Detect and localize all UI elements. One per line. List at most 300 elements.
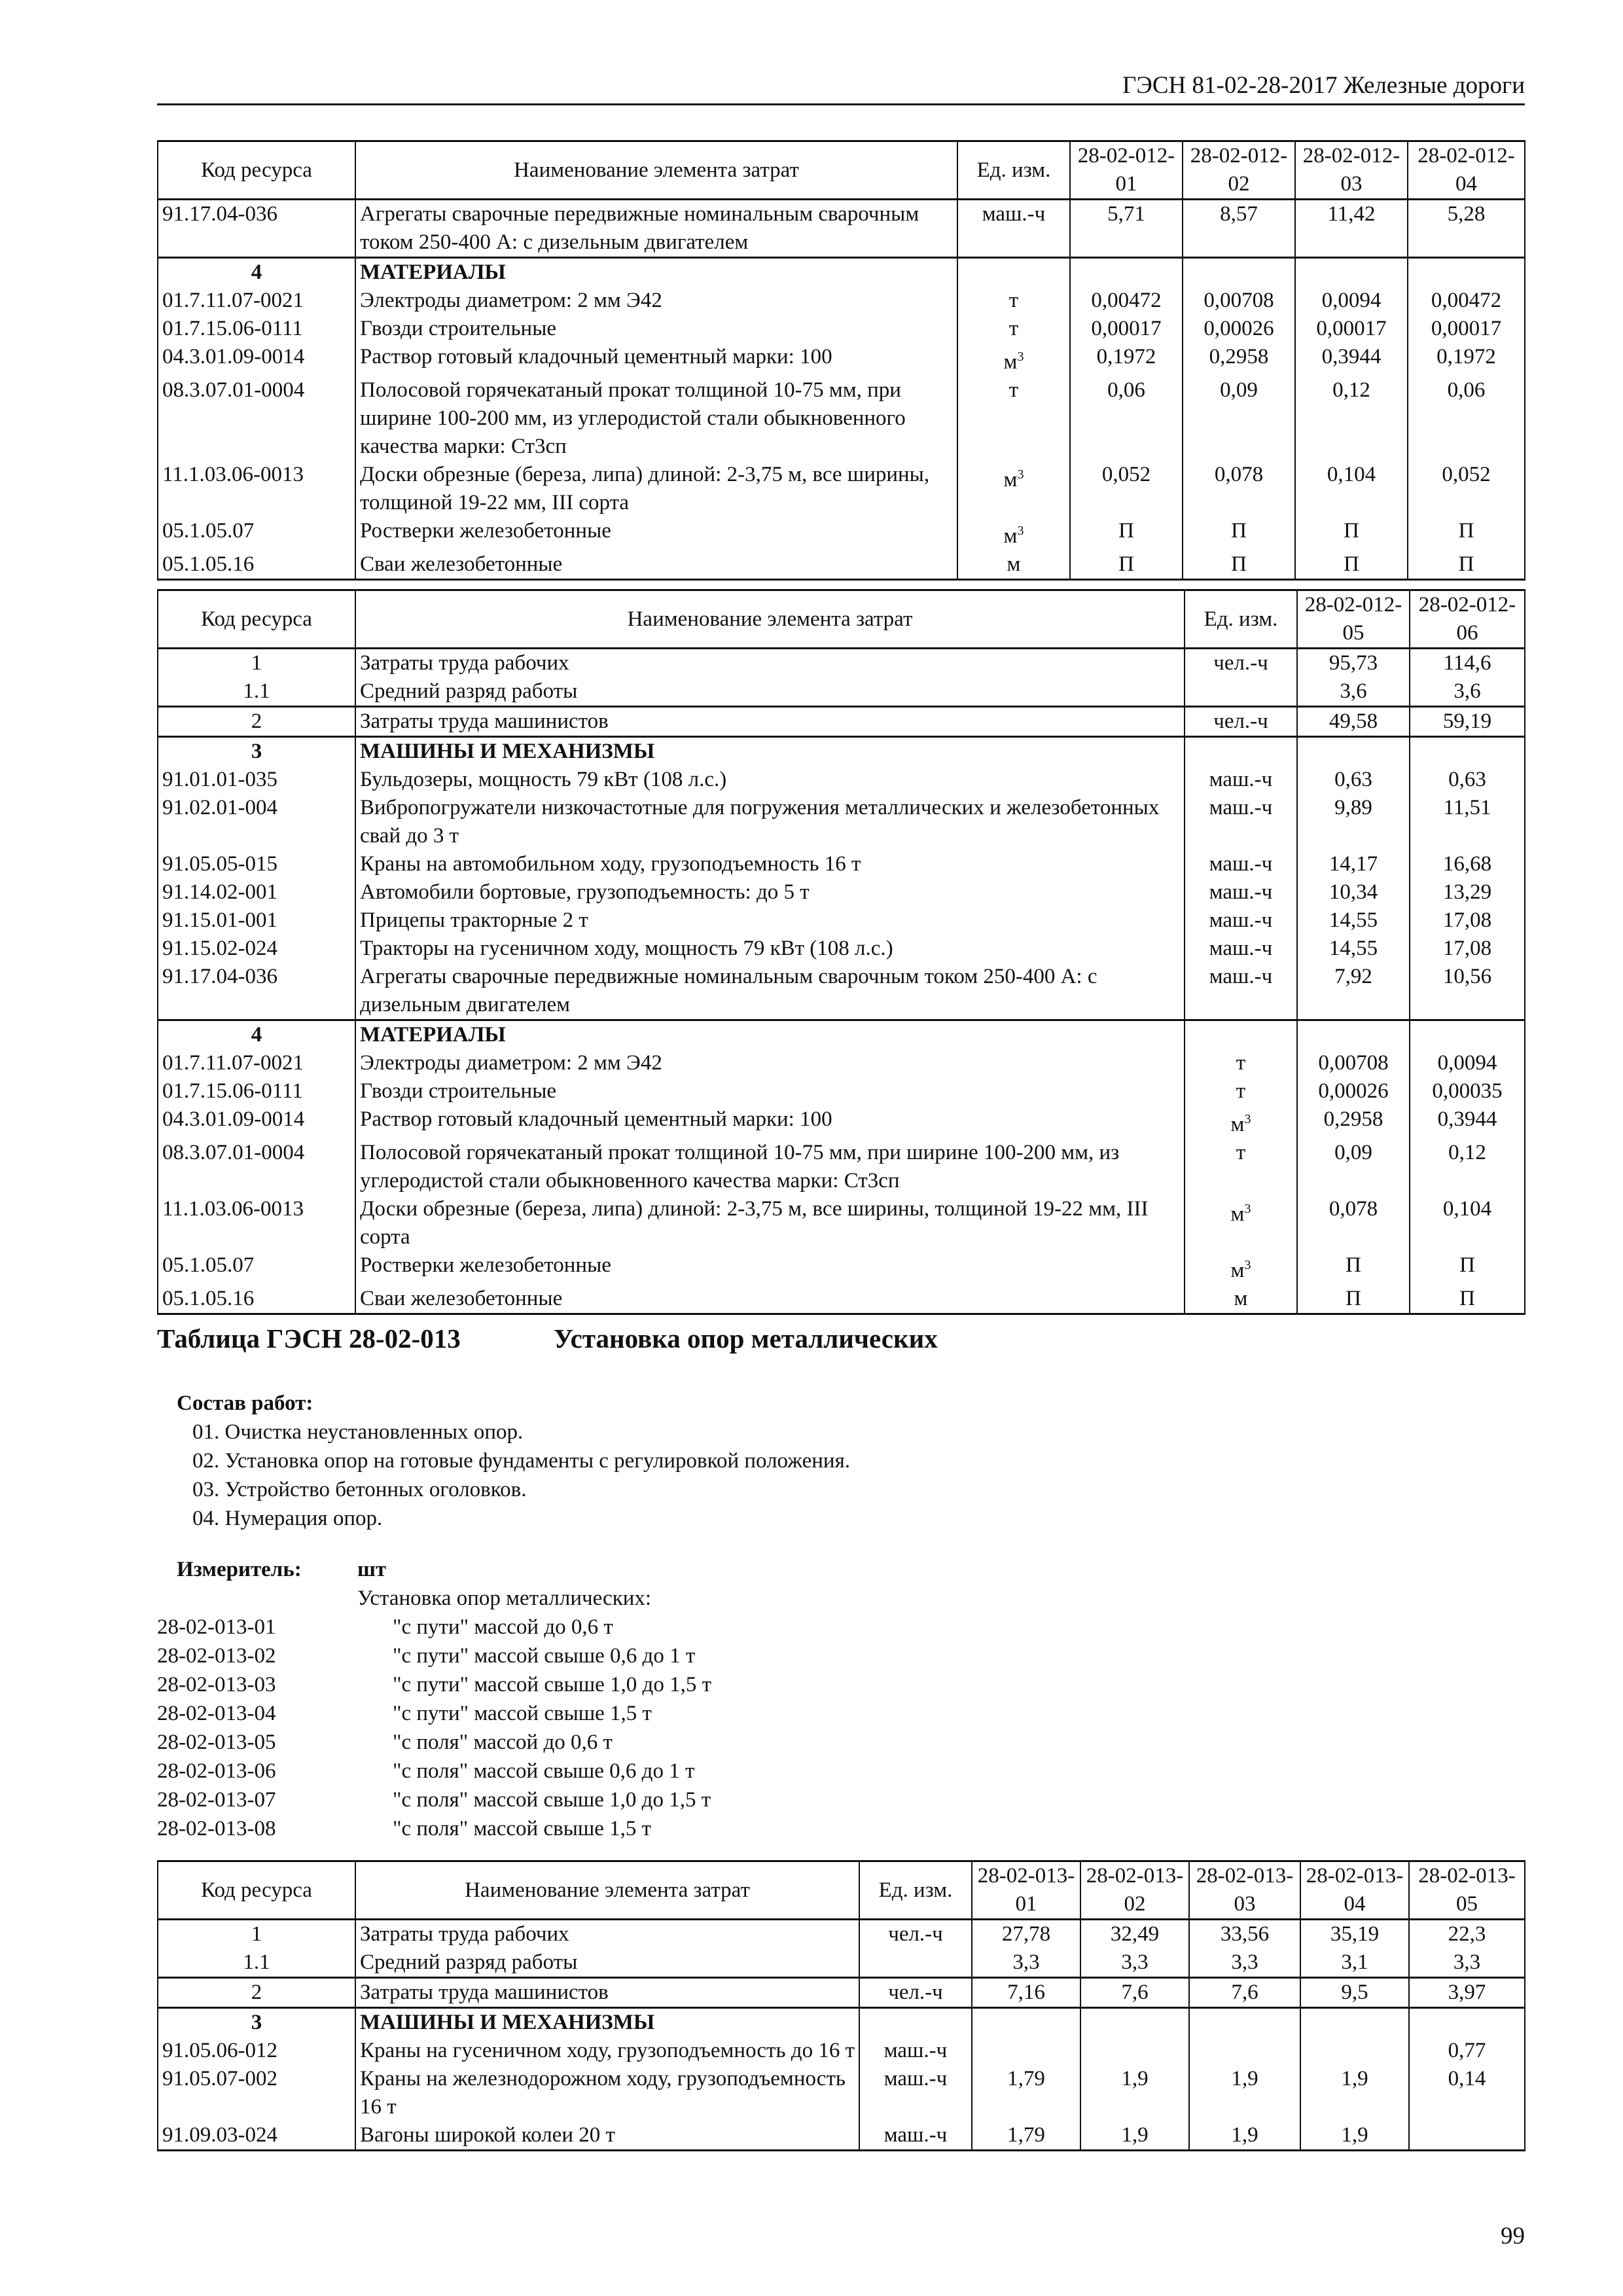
cell-unit <box>1185 737 1297 766</box>
cell-value: 3,6 <box>1410 677 1525 707</box>
cell-code: 91.05.05-015 <box>158 850 355 878</box>
cell-value: П <box>1297 1285 1410 1314</box>
cell-value: 0,77 <box>1409 2037 1525 2065</box>
cell-value: 3,3 <box>1080 1948 1189 1978</box>
section-row <box>158 2008 1525 2037</box>
cell-value: 1,9 <box>1189 2065 1300 2121</box>
meter-code: 28-02-013-03 <box>157 1673 276 1696</box>
cell-value: 95,73 <box>1297 649 1410 678</box>
cell-value: 0,3944 <box>1410 1105 1525 1139</box>
table-row <box>158 649 1525 678</box>
table-row <box>158 850 1525 878</box>
cell-value: 14,55 <box>1297 935 1410 963</box>
header-code: Код ресурса <box>158 590 355 649</box>
cell-code: 04.3.01.09-0014 <box>158 1105 355 1139</box>
section-row <box>158 737 1525 766</box>
cell-value: П <box>1183 550 1295 580</box>
cell-value <box>1408 258 1525 287</box>
cell-code: 91.17.04-036 <box>158 200 355 258</box>
cell-value <box>1300 2008 1409 2037</box>
cell-name: Прицепы тракторные 2 т <box>355 906 1185 935</box>
cell-name: Доски обрезные (береза, липа) длиной: 2-3,75 м, все ширины, толщиной 19-22 мм, III сорта <box>355 461 957 517</box>
cell-value <box>1189 2008 1300 2037</box>
cell-value: 27,78 <box>972 1920 1080 1949</box>
cell-value: 0,1972 <box>1070 343 1183 376</box>
cell-value: П <box>1297 1251 1410 1285</box>
cell-name: МАТЕРИАЛЫ <box>355 1020 1185 1050</box>
table-row <box>158 287 1525 315</box>
cell-value: 8,57 <box>1183 200 1295 258</box>
table-row <box>158 1978 1525 2008</box>
table-row <box>158 963 1525 1020</box>
cell-value: 0,00017 <box>1408 315 1525 343</box>
cell-unit: $м^3$ <box>957 517 1070 550</box>
cell-code: 4 <box>158 258 355 287</box>
cell-value: П <box>1410 1285 1525 1314</box>
header-code: Код ресурса <box>158 1861 355 1920</box>
cell-unit <box>1185 677 1297 707</box>
table-row <box>158 376 1525 461</box>
table-row <box>158 707 1525 737</box>
header-norm-code: 28-02-013-04 <box>1300 1861 1409 1920</box>
cell-value: 0,0094 <box>1410 1049 1525 1077</box>
cell-unit: маш.-ч <box>1185 878 1297 906</box>
header-name: Наименование элемента затрат <box>355 590 1185 649</box>
table-header-row <box>158 1861 1525 1920</box>
cell-unit: т <box>1185 1077 1297 1105</box>
table-row <box>158 906 1525 935</box>
cell-value: 0,1972 <box>1408 343 1525 376</box>
cell-code: 1 <box>158 649 355 678</box>
table-label: Таблица ГЭСН 28-02-013 <box>157 1323 461 1354</box>
meter-desc: "с пути" массой свыше 1,5 т <box>393 1702 652 1725</box>
cell-value: П <box>1295 517 1408 550</box>
cell-value: П <box>1070 550 1183 580</box>
cell-unit: чел.-ч <box>859 1978 972 2008</box>
works-list <box>192 1418 850 1533</box>
cell-unit: маш.-ч <box>859 2037 972 2065</box>
cell-code: 91.05.06-012 <box>158 2037 355 2065</box>
cell-code: 05.1.05.16 <box>158 550 355 580</box>
cell-unit: маш.-ч <box>1185 935 1297 963</box>
meter-desc: "с поля" массой свыше 0,6 до 1 т <box>393 1759 695 1783</box>
meter-desc: "с пути" массой свыше 0,6 до 1 т <box>393 1644 696 1668</box>
header-unit: Ед. изм. <box>859 1861 972 1920</box>
table-title <box>157 1322 938 1355</box>
table-row <box>158 1105 1525 1139</box>
cell-value: 13,29 <box>1410 878 1525 906</box>
cell-value: 59,19 <box>1410 707 1525 737</box>
cell-value: 1,79 <box>972 2065 1080 2121</box>
unit-superscript: 3 <box>1017 467 1024 482</box>
cell-value: 5,71 <box>1070 200 1183 258</box>
cell-value: 10,56 <box>1410 963 1525 1020</box>
cell-value <box>1410 737 1525 766</box>
cell-code: 91.17.04-036 <box>158 963 355 1020</box>
cell-code: 04.3.01.09-0014 <box>158 343 355 376</box>
cell-name: Гвозди строительные <box>355 315 957 343</box>
cell-value <box>1297 1020 1410 1050</box>
cell-code: 2 <box>158 1978 355 2008</box>
cell-value: 3,3 <box>1189 1948 1300 1978</box>
cell-code: 05.1.05.07 <box>158 1251 355 1285</box>
meter-code: 28-02-013-05 <box>157 1731 276 1754</box>
table-row <box>158 461 1525 517</box>
header-unit: Ед. изм. <box>957 141 1070 200</box>
cell-unit: $м^3$ <box>1185 1251 1297 1285</box>
cell-name: Электроды диаметром: 2 мм Э42 <box>355 1049 1185 1077</box>
meter-code: 28-02-013-01 <box>157 1615 276 1639</box>
cell-value: 3,3 <box>1409 1948 1525 1978</box>
cell-value: П <box>1295 550 1408 580</box>
section-row <box>158 258 1525 287</box>
table-row <box>158 1251 1525 1285</box>
cell-code: 01.7.15.06-0111 <box>158 315 355 343</box>
cell-value <box>1410 1020 1525 1050</box>
cell-value: П <box>1408 550 1525 580</box>
cell-value: 7,6 <box>1080 1978 1189 2008</box>
page-number: 99 <box>1501 2223 1525 2250</box>
resource-table-013-01-05 <box>157 1860 1525 2151</box>
table-row <box>158 2121 1525 2151</box>
cell-value <box>1297 737 1410 766</box>
cell-name: Раствор готовый кладочный цементный марки: 100 <box>355 1105 1185 1139</box>
cell-value: 0,00035 <box>1410 1077 1525 1105</box>
cell-value: 0,078 <box>1297 1195 1410 1251</box>
cell-value: 7,92 <box>1297 963 1410 1020</box>
unit-superscript: 3 <box>1017 524 1024 538</box>
cell-value: П <box>1070 517 1183 550</box>
cell-name: МАШИНЫ И МЕХАНИЗМЫ <box>355 2008 859 2037</box>
cell-value: 16,68 <box>1410 850 1525 878</box>
cell-value: 9,89 <box>1297 794 1410 850</box>
cell-name: Доски обрезные (береза, липа) длиной: 2-3,75 м, все ширины, толщиной 19-22 мм, III сорта <box>355 1195 1185 1251</box>
cell-value: 0,00708 <box>1183 287 1295 315</box>
cell-code: 2 <box>158 707 355 737</box>
cell-value: 11,51 <box>1410 794 1525 850</box>
cell-value: 0,06 <box>1070 376 1183 461</box>
cell-value: 49,58 <box>1297 707 1410 737</box>
cell-value: 3,1 <box>1300 1948 1409 1978</box>
cell-value <box>1080 2037 1189 2065</box>
cell-value: 0,0094 <box>1295 287 1408 315</box>
meter-code: 28-02-013-08 <box>157 1817 276 1840</box>
cell-unit: т <box>957 315 1070 343</box>
cell-code: 3 <box>158 737 355 766</box>
cell-value: 0,63 <box>1297 766 1410 794</box>
cell-name: Полосовой горячекатаный прокат толщиной 10-75 мм, при ширине 100-200 мм, из углеродистой стали обыкновенного качества марки: Ст3сп <box>355 1139 1185 1195</box>
cell-name: Раствор готовый кладочный цементный марки: 100 <box>355 343 957 376</box>
cell-value <box>972 2008 1080 2037</box>
table-row <box>158 2037 1525 2065</box>
cell-unit <box>859 1948 972 1978</box>
cell-name: Ростверки железобетонные <box>355 1251 1185 1285</box>
works-item: 04. Нумерация опор. <box>192 1507 383 1530</box>
cell-code: 08.3.07.01-0004 <box>158 1139 355 1195</box>
cell-name: Вагоны широкой колеи 20 т <box>355 2121 859 2151</box>
cell-value: 7,6 <box>1189 1978 1300 2008</box>
cell-value: 0,2958 <box>1183 343 1295 376</box>
section-row <box>158 1020 1525 1050</box>
meter-desc: "с поля" массой свыше 1,0 до 1,5 т <box>393 1788 711 1812</box>
cell-value: 0,12 <box>1410 1139 1525 1195</box>
cell-unit: чел.-ч <box>1185 707 1297 737</box>
meter-code: 28-02-013-07 <box>157 1788 276 1812</box>
table-row <box>158 794 1525 850</box>
cell-unit: $м^3$ <box>1185 1195 1297 1251</box>
cell-code: 91.01.01-035 <box>158 766 355 794</box>
cell-code: 91.15.01-001 <box>158 906 355 935</box>
cell-name: Автомобили бортовые, грузоподъемность: до 5 т <box>355 878 1185 906</box>
works-item: 01. Очистка неустановленных опор. <box>192 1420 524 1444</box>
cell-value: 3,3 <box>972 1948 1080 1978</box>
cell-value <box>1295 258 1408 287</box>
cell-value: 0,00017 <box>1070 315 1183 343</box>
cell-unit: маш.-ч <box>1185 906 1297 935</box>
cell-value: 1,9 <box>1300 2065 1409 2121</box>
cell-unit <box>957 258 1070 287</box>
cell-value: П <box>1408 517 1525 550</box>
cell-name: Краны на автомобильном ходу, грузоподъемность 16 т <box>355 850 1185 878</box>
cell-value <box>1080 2008 1189 2037</box>
cell-code: 05.1.05.07 <box>158 517 355 550</box>
cell-value: 0,104 <box>1410 1195 1525 1251</box>
header-norm-code: 28-02-012-05 <box>1297 590 1410 649</box>
table-row <box>158 935 1525 963</box>
table-row <box>158 315 1525 343</box>
cell-code: 11.1.03.06-0013 <box>158 461 355 517</box>
resource-table-012-05-06 <box>157 589 1525 1315</box>
cell-value <box>1070 258 1183 287</box>
meter-label: Измеритель: <box>177 1558 302 1581</box>
cell-value: 35,19 <box>1300 1920 1409 1949</box>
header-norm-code: 28-02-013-03 <box>1189 1861 1300 1920</box>
cell-value <box>972 2037 1080 2065</box>
header-norm-code: 28-02-012-06 <box>1410 590 1525 649</box>
cell-unit: т <box>957 376 1070 461</box>
cell-unit: маш.-ч <box>859 2065 972 2121</box>
cell-value: П <box>1183 517 1295 550</box>
cell-value: 0,052 <box>1408 461 1525 517</box>
table-row <box>158 878 1525 906</box>
cell-name: Затраты труда рабочих <box>355 1920 859 1949</box>
table-row <box>158 517 1525 550</box>
cell-value: 1,9 <box>1080 2121 1189 2151</box>
cell-name: Краны на гусеничном ходу, грузоподъемность до 16 т <box>355 2037 859 2065</box>
cell-value: 114,6 <box>1410 649 1525 678</box>
cell-name: Затраты труда рабочих <box>355 649 1185 678</box>
header-norm-code: 28-02-013-02 <box>1080 1861 1189 1920</box>
header-norm-code: 28-02-012-01 <box>1070 141 1183 200</box>
cell-name: Тракторы на гусеничном ходу, мощность 79 кВт (108 л.с.) <box>355 935 1185 963</box>
cell-code: 05.1.05.16 <box>158 1285 355 1314</box>
cell-value: 0,09 <box>1183 376 1295 461</box>
cell-name: Электроды диаметром: 2 мм Э42 <box>355 287 957 315</box>
cell-code: 08.3.07.01-0004 <box>158 376 355 461</box>
cell-value: 9,5 <box>1300 1978 1409 2008</box>
cell-value: 1,9 <box>1189 2121 1300 2151</box>
table-row <box>158 2065 1525 2121</box>
meter-desc: "с пути" массой до 0,6 т <box>393 1615 613 1639</box>
unit-superscript: 3 <box>1244 1112 1251 1126</box>
cell-value: 14,55 <box>1297 906 1410 935</box>
cell-value <box>1409 2008 1525 2037</box>
resource-table-012-01-04 <box>157 140 1525 581</box>
cell-value: 1,9 <box>1300 2121 1409 2151</box>
cell-value: 0,3944 <box>1295 343 1408 376</box>
cell-name: МАШИНЫ И МЕХАНИЗМЫ <box>355 737 1185 766</box>
table-row <box>158 1077 1525 1105</box>
cell-unit: $м^3$ <box>957 461 1070 517</box>
cell-value: 17,08 <box>1410 935 1525 963</box>
cell-unit: маш.-ч <box>957 200 1070 258</box>
meter-intro: Установка опор металлических: <box>357 1587 652 1610</box>
cell-code: 1 <box>158 1920 355 1949</box>
cell-name: Затраты труда машинистов <box>355 1978 859 2008</box>
table-header-row <box>158 141 1525 200</box>
cell-value: 0,078 <box>1183 461 1295 517</box>
cell-value: П <box>1410 1251 1525 1285</box>
header-norm-code: 28-02-013-01 <box>972 1861 1080 1920</box>
meter-desc: "с поля" массой до 0,6 т <box>393 1731 613 1754</box>
cell-value: 0,104 <box>1295 461 1408 517</box>
cell-value: 0,63 <box>1410 766 1525 794</box>
cell-value: 3,6 <box>1297 677 1410 707</box>
cell-value: 7,16 <box>972 1978 1080 2008</box>
header-name: Наименование элемента затрат <box>355 1861 859 1920</box>
cell-value: 0,12 <box>1295 376 1408 461</box>
works-item: 02. Установка опор на готовые фундаменты с регулировкой положения. <box>192 1449 851 1473</box>
unit-superscript: 3 <box>1017 350 1024 364</box>
running-header: ГЭСН 81-02-28-2017 Железные дороги <box>157 71 1525 105</box>
table-row <box>158 550 1525 580</box>
cell-unit: чел.-ч <box>859 1920 972 1949</box>
meter-code: 28-02-013-02 <box>157 1644 276 1668</box>
cell-value: 0,052 <box>1070 461 1183 517</box>
cell-value: 33,56 <box>1189 1920 1300 1949</box>
cell-name: МАТЕРИАЛЫ <box>355 258 957 287</box>
cell-value <box>1409 2121 1525 2151</box>
meter-desc: "с пути" массой свыше 1,0 до 1,5 т <box>393 1673 712 1696</box>
meter-unit: шт <box>357 1558 387 1581</box>
cell-code: 4 <box>158 1020 355 1050</box>
cell-value <box>1183 258 1295 287</box>
cell-name: Сваи железобетонные <box>355 550 957 580</box>
cell-unit: чел.-ч <box>1185 649 1297 678</box>
header-name: Наименование элемента затрат <box>355 141 957 200</box>
cell-value: 5,28 <box>1408 200 1525 258</box>
cell-name: Ростверки железобетонные <box>355 517 957 550</box>
cell-unit: т <box>1185 1049 1297 1077</box>
cell-code: 11.1.03.06-0013 <box>158 1195 355 1251</box>
header-norm-code: 28-02-012-04 <box>1408 141 1525 200</box>
table-name: Установка опор металлических <box>554 1323 938 1354</box>
header-norm-code: 28-02-013-05 <box>1409 1861 1525 1920</box>
header-norm-code: 28-02-012-02 <box>1183 141 1295 200</box>
cell-value: 32,49 <box>1080 1920 1189 1949</box>
cell-code: 01.7.11.07-0021 <box>158 287 355 315</box>
cell-unit: $м^3$ <box>1185 1105 1297 1139</box>
cell-value: 17,08 <box>1410 906 1525 935</box>
cell-value: 0,00708 <box>1297 1049 1410 1077</box>
table-header-row <box>158 590 1525 649</box>
cell-name: Краны на железнодорожном ходу, грузоподъемность 16 т <box>355 2065 859 2121</box>
cell-name: Полосовой горячекатаный прокат толщиной 10-75 мм, при ширине 100-200 мм, из углеродистой стали обыкновенного качества марки: Ст3сп <box>355 376 957 461</box>
cell-value: 1,79 <box>972 2121 1080 2151</box>
cell-value: 0,2958 <box>1297 1105 1410 1139</box>
cell-name: Агрегаты сварочные передвижные номинальным сварочным током 250-400 А: с дизельным двигателем <box>355 200 957 258</box>
cell-value: 11,42 <box>1295 200 1408 258</box>
table-row <box>158 677 1525 707</box>
cell-unit: т <box>1185 1139 1297 1195</box>
header-code: Код ресурса <box>158 141 355 200</box>
cell-value: 22,3 <box>1409 1920 1525 1949</box>
cell-unit: маш.-ч <box>859 2121 972 2151</box>
cell-value: 0,00017 <box>1295 315 1408 343</box>
meter-desc: "с поля" массой свыше 1,5 т <box>393 1817 652 1840</box>
table-row <box>158 1195 1525 1251</box>
cell-name: Сваи железобетонные <box>355 1285 1185 1314</box>
cell-value: 0,00472 <box>1070 287 1183 315</box>
cell-value: 0,00026 <box>1297 1077 1410 1105</box>
cell-unit: маш.-ч <box>1185 850 1297 878</box>
cell-value: 0,00026 <box>1183 315 1295 343</box>
cell-value: 0,14 <box>1409 2065 1525 2121</box>
cell-value: 14,17 <box>1297 850 1410 878</box>
cell-code: 1.1 <box>158 677 355 707</box>
cell-code: 91.14.02-001 <box>158 878 355 906</box>
cell-name: Затраты труда машинистов <box>355 707 1185 737</box>
meter-code: 28-02-013-04 <box>157 1702 276 1725</box>
header-unit: Ед. изм. <box>1185 590 1297 649</box>
cell-unit: маш.-ч <box>1185 766 1297 794</box>
cell-code: 91.09.03-024 <box>158 2121 355 2151</box>
cell-name: Бульдозеры, мощность 79 кВт (108 л.с.) <box>355 766 1185 794</box>
table-row <box>158 1049 1525 1077</box>
cell-name: Агрегаты сварочные передвижные номинальным сварочным током 250-400 А: с дизельным двигателем <box>355 963 1185 1020</box>
header-norm-code: 28-02-012-03 <box>1295 141 1408 200</box>
unit-superscript: 3 <box>1244 1202 1251 1216</box>
cell-unit <box>1185 1020 1297 1050</box>
cell-unit: маш.-ч <box>1185 794 1297 850</box>
cell-name: Средний разряд работы <box>355 1948 859 1978</box>
cell-value: 10,34 <box>1297 878 1410 906</box>
table-row <box>158 1920 1525 1949</box>
cell-unit: $м^3$ <box>957 343 1070 376</box>
cell-name: Средний разряд работы <box>355 677 1185 707</box>
cell-unit: м <box>1185 1285 1297 1314</box>
cell-name: Вибропогружатели низкочастотные для погружения металлических и железобетонных свай до 3 т <box>355 794 1185 850</box>
cell-name: Гвозди строительные <box>355 1077 1185 1105</box>
cell-value: 0,00472 <box>1408 287 1525 315</box>
cell-unit: м <box>957 550 1070 580</box>
cell-value: 0,09 <box>1297 1139 1410 1195</box>
cell-code: 3 <box>158 2008 355 2037</box>
works-label: Состав работ: <box>177 1391 313 1415</box>
cell-value: 0,06 <box>1408 376 1525 461</box>
unit-superscript: 3 <box>1244 1258 1251 1272</box>
cell-code: 1.1 <box>158 1948 355 1978</box>
table-row <box>158 1139 1525 1195</box>
cell-code: 91.15.02-024 <box>158 935 355 963</box>
cell-value <box>1300 2037 1409 2065</box>
table-row <box>158 343 1525 376</box>
cell-code: 91.05.07-002 <box>158 2065 355 2121</box>
cell-code: 91.02.01-004 <box>158 794 355 850</box>
meter-code: 28-02-013-06 <box>157 1759 276 1783</box>
table-row <box>158 1948 1525 1978</box>
cell-unit: т <box>957 287 1070 315</box>
